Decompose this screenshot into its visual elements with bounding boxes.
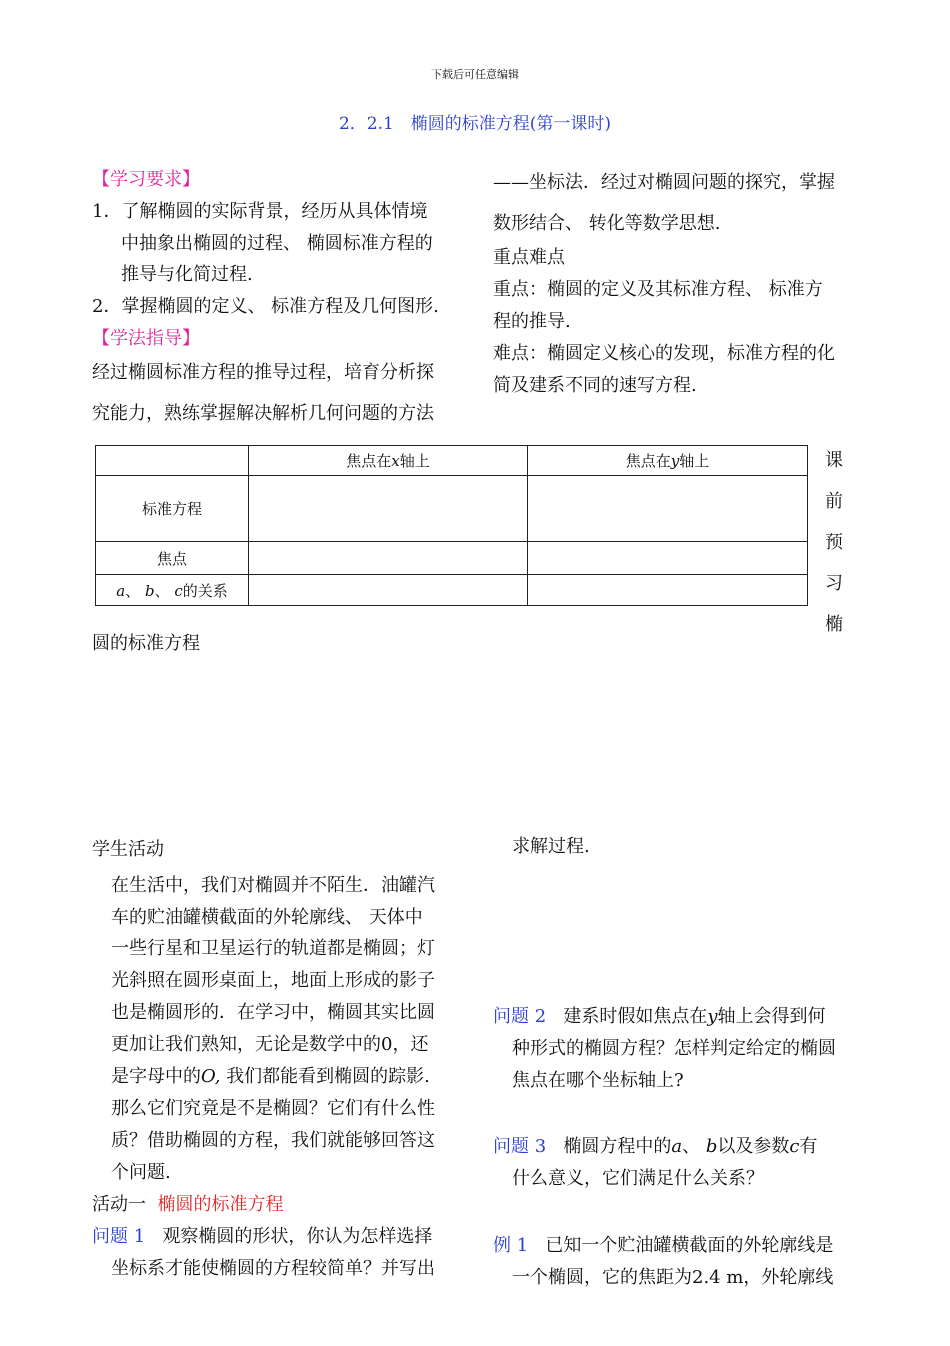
question-1-line-2: 坐标系才能使椭圆的方程较简单？并写出 — [111, 1258, 435, 1279]
example-1-line-2: 一个椭圆，它的焦距为2.4 m，外轮廓线 — [512, 1267, 834, 1288]
side-char: 椭 — [825, 614, 843, 635]
requirement-2: 2．掌握椭圆的定义、 标准方程及几何图形. — [92, 296, 439, 317]
right-line-1: ——坐标法．经过对椭圆问题的探究，掌握 — [493, 172, 835, 193]
header-focus-y-axis: 焦点在y轴上 — [528, 446, 808, 476]
example-1-line-1: 例 1 已知一个贮油罐横截面的外轮廓线是 — [493, 1235, 834, 1256]
side-vertical-text — [822, 440, 846, 645]
table-cell — [249, 542, 528, 575]
activity-paragraph-line: 是字母中的O, 我们都能看到椭圆的踪影. — [111, 1066, 430, 1087]
activity-paragraph-line: 那么它们究竟是不是椭圆？它们有什么性 — [111, 1098, 435, 1119]
table-cell — [96, 446, 249, 476]
activity-paragraph-line: 光斜照在圆形桌面上，地面上形成的影子 — [111, 970, 435, 991]
method-line-2: 究能力，熟练掌握解决解析几何问题的方法 — [92, 403, 434, 424]
key-point-line-2: 程的推导. — [493, 311, 571, 332]
method-guide-heading: 【学法指导】 — [92, 328, 200, 349]
ellipse-standard-equation-table — [95, 445, 808, 606]
difficulty-line-2: 简及建系不同的速写方程. — [493, 375, 697, 396]
requirement-1-line-3: 推导与化简过程. — [121, 264, 253, 285]
table-row — [96, 476, 808, 542]
activity-paragraph-line: 个问题. — [111, 1162, 171, 1183]
table-row — [96, 542, 808, 575]
activity-paragraph-line: 在生活中，我们对椭圆并不陌生．油罐汽 — [111, 875, 435, 896]
method-line-1: 经过椭圆标准方程的推导过程，培育分析探 — [92, 362, 434, 383]
side-char: 课 — [825, 450, 843, 471]
table-cell — [249, 575, 528, 606]
question-2-line-3: 焦点在哪个坐标轴上? — [512, 1070, 684, 1091]
activity-paragraph-line: 更加让我们熟知，无论是数学中的0，还 — [111, 1034, 429, 1055]
activity-one: 活动一 椭圆的标准方程 — [92, 1194, 284, 1215]
activity-paragraph-line: 也是椭圆形的．在学习中，椭圆其实比圆 — [111, 1002, 435, 1023]
row-label-standard-equation: 标准方程 — [96, 476, 249, 542]
key-point-line-1: 重点：椭圆的定义及其标准方程、 标准方 — [493, 279, 823, 300]
row-label-focus: 焦点 — [96, 542, 249, 575]
question-1-line-1: 问题 1 观察椭圆的形状，你认为怎样选择 — [92, 1226, 433, 1247]
student-activity-heading: 学生活动 — [92, 839, 164, 860]
side-char: 前 — [825, 491, 843, 512]
side-continuation: 圆的标准方程 — [92, 633, 200, 654]
activity-paragraph-line: 一些行星和卫星运行的轨道都是椭圆；灯 — [111, 938, 435, 959]
row-label-abc-relation: a、 b、 c的关系 — [96, 575, 249, 606]
table-row — [96, 575, 808, 606]
table-row — [96, 446, 808, 476]
study-requirements-heading: 【学习要求】 — [92, 169, 200, 190]
table-cell — [528, 542, 808, 575]
requirement-1-line-2: 中抽象出椭圆的过程、 椭圆标准方程的 — [121, 233, 433, 254]
question-2-line-1: 问题 2 建系时假如焦点在y轴上会得到何 — [493, 1006, 826, 1027]
difficulty-line-1: 难点：椭圆定义核心的发现，标准方程的化 — [493, 343, 835, 364]
question-3-line-2: 什么意义，它们满足什么关系？ — [512, 1168, 764, 1189]
table-cell — [528, 476, 808, 542]
side-char: 习 — [825, 573, 843, 594]
header-focus-x-axis: 焦点在x轴上 — [249, 446, 528, 476]
requirement-1-line-1: 1．了解椭圆的实际背景，经历从具体情境 — [92, 201, 428, 222]
question-3-line-1: 问题 3 椭圆方程中的a、 b以及参数c有 — [493, 1136, 818, 1157]
activity-paragraph-line: 质？借助椭圆的方程，我们就能够回答这 — [111, 1130, 435, 1151]
page-title: 2．2.1 椭圆的标准方程(第一课时) — [338, 114, 612, 134]
table-cell — [249, 476, 528, 542]
table-cell — [528, 575, 808, 606]
activity-paragraph-line: 车的贮油罐横截面的外轮廓线、 天体中 — [111, 907, 423, 928]
solve-process: 求解过程. — [512, 836, 590, 857]
question-2-line-2: 种形式的椭圆方程？怎样判定给定的椭圆 — [512, 1038, 836, 1059]
right-line-2: 数形结合、 转化等数学思想. — [493, 213, 721, 234]
header-note: 下载后可任意编辑 — [431, 68, 519, 81]
key-difficulty-heading: 重点难点 — [493, 247, 565, 268]
side-char: 预 — [825, 532, 843, 553]
